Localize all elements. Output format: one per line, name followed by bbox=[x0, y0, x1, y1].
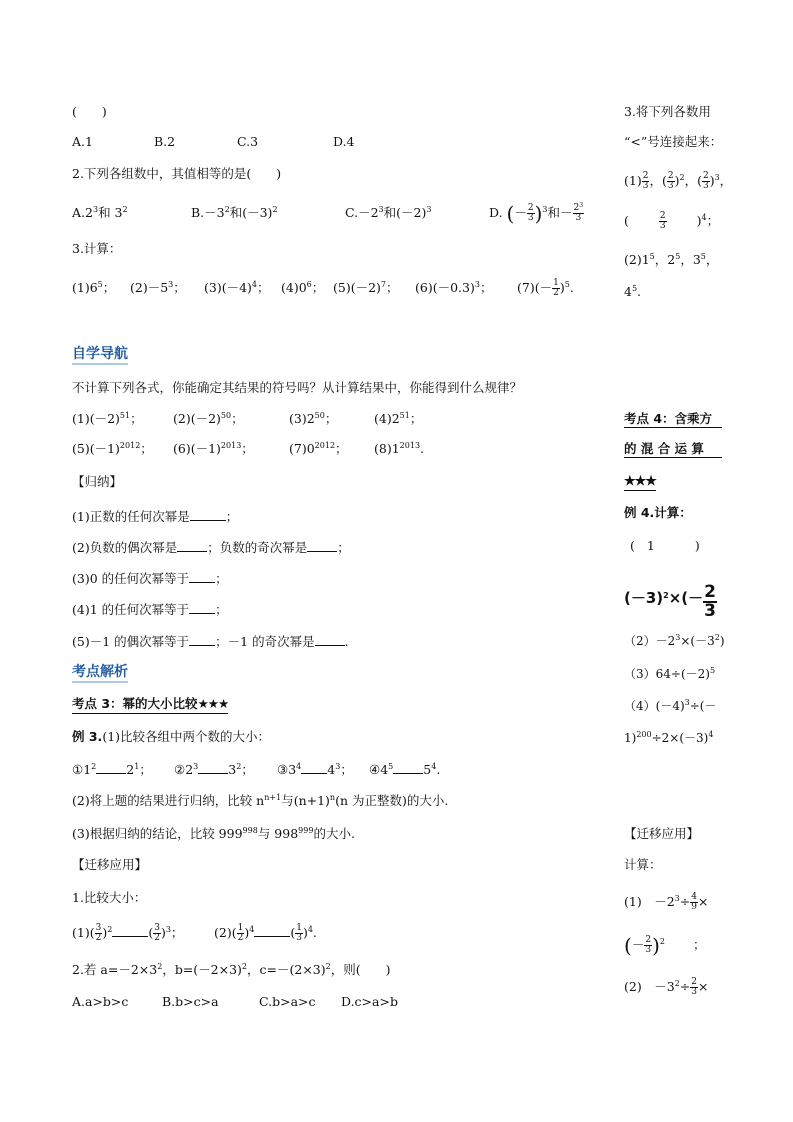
options-row-1 bbox=[72, 134, 355, 150]
fill-blank[interactable] bbox=[189, 570, 215, 583]
option-b: B.2 bbox=[154, 134, 176, 149]
transfer-question-1-items bbox=[72, 924, 317, 943]
question-3: 3.计算： bbox=[72, 241, 122, 256]
transfer-question-1: 1.比较大小： bbox=[72, 890, 147, 905]
right-question-3: 3.将下列各数用 bbox=[624, 104, 711, 119]
compare-item: $④4^5$ $5^4$. bbox=[369, 762, 441, 777]
right-calc-item-1: (1) $-2^3\div$ $\frac{4}{9}$ × bbox=[624, 892, 709, 912]
calc-item: $(4)0^6$； bbox=[281, 280, 325, 295]
example-4-item-1-label: ( 1 ) bbox=[630, 538, 700, 553]
options-row-2 bbox=[72, 994, 398, 1010]
question-2: 2.下列各组数中，其值相等的是( ) bbox=[72, 166, 282, 181]
transfer-heading: 【迁移应用】 bbox=[72, 857, 148, 872]
example-3-part-3: (3)根据归纳的结论，比较 $999^{998}$与 $998^{999}$的大小. bbox=[72, 826, 355, 841]
star-rating-icon: ★★★ bbox=[624, 474, 656, 489]
summary-item-5: (5)－1 的偶次幂等于 ；－1 的奇次幂是 . bbox=[72, 634, 349, 649]
right-power-list-cont: $4^5$. bbox=[624, 284, 642, 299]
q2-option-b: $B.-3^2$和$(-3)^2$ bbox=[191, 205, 278, 220]
calc-item-7: (7)(－ $\frac{1}{2}$ )$^5$. bbox=[517, 278, 574, 298]
right-question-3-cont: “<”号连接起来： bbox=[624, 134, 723, 149]
calc-row bbox=[72, 279, 574, 298]
fill-blank[interactable] bbox=[198, 761, 228, 774]
fill-blank[interactable] bbox=[189, 633, 215, 646]
question-2-options bbox=[72, 201, 584, 226]
question-paren: ( ) bbox=[72, 104, 107, 119]
section-title-analysis: 考点解析 bbox=[72, 664, 128, 683]
example-3-part-2: (2)将上题的结果进行归纳，比较 $n^{n+1}$与$(n+1)^n(n$ 为正整数)的大小. bbox=[72, 793, 449, 808]
right-calc-label: 计算： bbox=[624, 857, 662, 872]
section-title-self-study: 自学导航 bbox=[72, 346, 128, 365]
example-4-item-4: $(4)(-4)^3\div(-$ bbox=[624, 698, 717, 713]
fill-blank[interactable] bbox=[301, 761, 327, 774]
calc-item: $(3)(-4)^4$； bbox=[204, 280, 270, 295]
intro-text: 不计算下列各式，你能确定其结果的符号吗？从计算结果中，你能得到什么规律？ bbox=[72, 380, 523, 395]
key-point-4-line-1: 考点 4：含乘方 bbox=[624, 411, 722, 428]
compare-item: $②2^3$ $3^2$； bbox=[174, 762, 254, 777]
option-b: B.b>c>a bbox=[162, 994, 219, 1009]
option-c: C.3 bbox=[237, 134, 259, 149]
example-4: 例 4.计算： bbox=[624, 505, 692, 520]
right-calc-item-2: (2) $-3^2\div$ $\frac{2}{3}$ × bbox=[624, 977, 709, 997]
q2-option-c: $C.-2^3$和$(-2)^3$ bbox=[345, 205, 432, 220]
summary-item-3: (3)0 的任何次幂等于 ； bbox=[72, 571, 228, 586]
summary-heading: 【归纳】 bbox=[72, 474, 123, 489]
key-point-3: 考点 3：幂的大小比较★★★ bbox=[72, 696, 228, 714]
calc-item: $(5)(-2)^7$； bbox=[333, 280, 399, 295]
fill-blank[interactable] bbox=[254, 924, 290, 937]
transfer-question-2: 2.若 $a=-2\times 3^2$，$b=(-2\times 3)^2$，$c=-(2\times 3)^2$，则( ) bbox=[72, 962, 391, 977]
compare-item: $①1^2$ $2^1$； bbox=[72, 762, 152, 777]
example-4-item-3: $(3)64\div(-2)^5$ bbox=[624, 666, 716, 681]
sign-item: $(1)(-2)^{51}$； bbox=[72, 411, 143, 426]
right-fraction-list-2: ( $\frac{2}{3}$ )$^4$； bbox=[624, 211, 720, 231]
option-c: C.b>a>c bbox=[259, 994, 316, 1009]
fill-blank[interactable] bbox=[190, 508, 226, 521]
calc-item: $(2)-5^3$； bbox=[130, 280, 186, 295]
example-4-item-2: $(2)-2^3\times(-3^2)$ bbox=[624, 633, 725, 648]
compare-fraction-item: (1)( $\frac{3}{2}$ )$^2$ ( $\frac{3}{2}$ )$^3$； bbox=[72, 923, 184, 943]
fill-blank[interactable] bbox=[177, 539, 207, 552]
summary-item-4: (4)1 的任何次幂等于 ； bbox=[72, 602, 228, 617]
sign-row-1 bbox=[72, 411, 422, 427]
sign-row-2 bbox=[72, 441, 424, 457]
key-point-4-line-2: 的 混 合 运 算 bbox=[624, 441, 722, 458]
fill-blank[interactable] bbox=[96, 761, 126, 774]
fill-blank[interactable] bbox=[393, 761, 423, 774]
option-d: D.c>a>b bbox=[341, 994, 398, 1009]
sign-item: $(8)1^{2013}$. bbox=[374, 441, 425, 456]
sign-item: $(5)(-1)^{2012}$； bbox=[72, 441, 153, 456]
option-d: D.4 bbox=[333, 134, 355, 149]
summary-item-1: (1)正数的任何次幂是 ； bbox=[72, 509, 239, 524]
fill-blank[interactable] bbox=[112, 924, 148, 937]
right-power-list: $(2)1^5$，$2^5$，$3^5$， bbox=[624, 252, 719, 267]
q2-option-a: $A.2^3$和 $3^2$ bbox=[72, 205, 128, 220]
calc-item: $(1)6^5$； bbox=[72, 280, 116, 295]
sign-item: $(2)(-2)^{50}$； bbox=[173, 411, 244, 426]
compare-fraction-item: (2)( $\frac{1}{2}$ )$^4$ ( $\frac{1}{3}$ )$^4$. bbox=[214, 923, 317, 943]
q2-option-d: D. (－ $\frac{2}{3}$ )$^3$和－ $\frac{2^3}{3}$ bbox=[489, 201, 584, 226]
example-3: 例 3.(1)比较各组中两个数的大小： bbox=[72, 729, 271, 744]
right-calc-item-1-cont: (－ $\frac{2}{3}$ )$^2$ ； bbox=[624, 933, 706, 958]
compare-item: $③3^4$ $4^3$； bbox=[277, 762, 353, 777]
example-4-item-4-cont: $1)^{200}\div 2\times(-3)^4$ bbox=[624, 730, 714, 745]
example-4-item-1-expression: $(-3)^2\times(-$ $\frac{2}{3}$ bbox=[624, 582, 717, 621]
sign-item: $(3)2^{50}$； bbox=[289, 411, 338, 426]
fill-blank[interactable] bbox=[307, 539, 337, 552]
summary-item-2: (2)负数的偶次幂是 ；负数的奇次幂是 ； bbox=[72, 540, 350, 555]
star-rating-icon: ★★★ bbox=[197, 696, 229, 711]
right-transfer-heading: 【迁移应用】 bbox=[624, 826, 700, 841]
fill-blank[interactable] bbox=[315, 633, 345, 646]
compare-row bbox=[72, 761, 440, 778]
sign-item: $(4)2^{51}$； bbox=[374, 411, 423, 426]
right-fraction-list-1: (1) $\frac{2}{3}$ ，( $\frac{2}{3}$ )$^2$，( $\frac{2}{3}$ )$^3$， bbox=[624, 171, 733, 191]
option-a: A.a>b>c bbox=[72, 994, 129, 1009]
sign-item: $(6)(-1)^{2013}$； bbox=[173, 441, 254, 456]
fill-blank[interactable] bbox=[189, 601, 215, 614]
sign-item: $(7)0^{2012}$； bbox=[289, 441, 348, 456]
calc-item: $(6)(-0.3)^3$； bbox=[415, 280, 493, 295]
option-a: A.1 bbox=[72, 134, 93, 149]
